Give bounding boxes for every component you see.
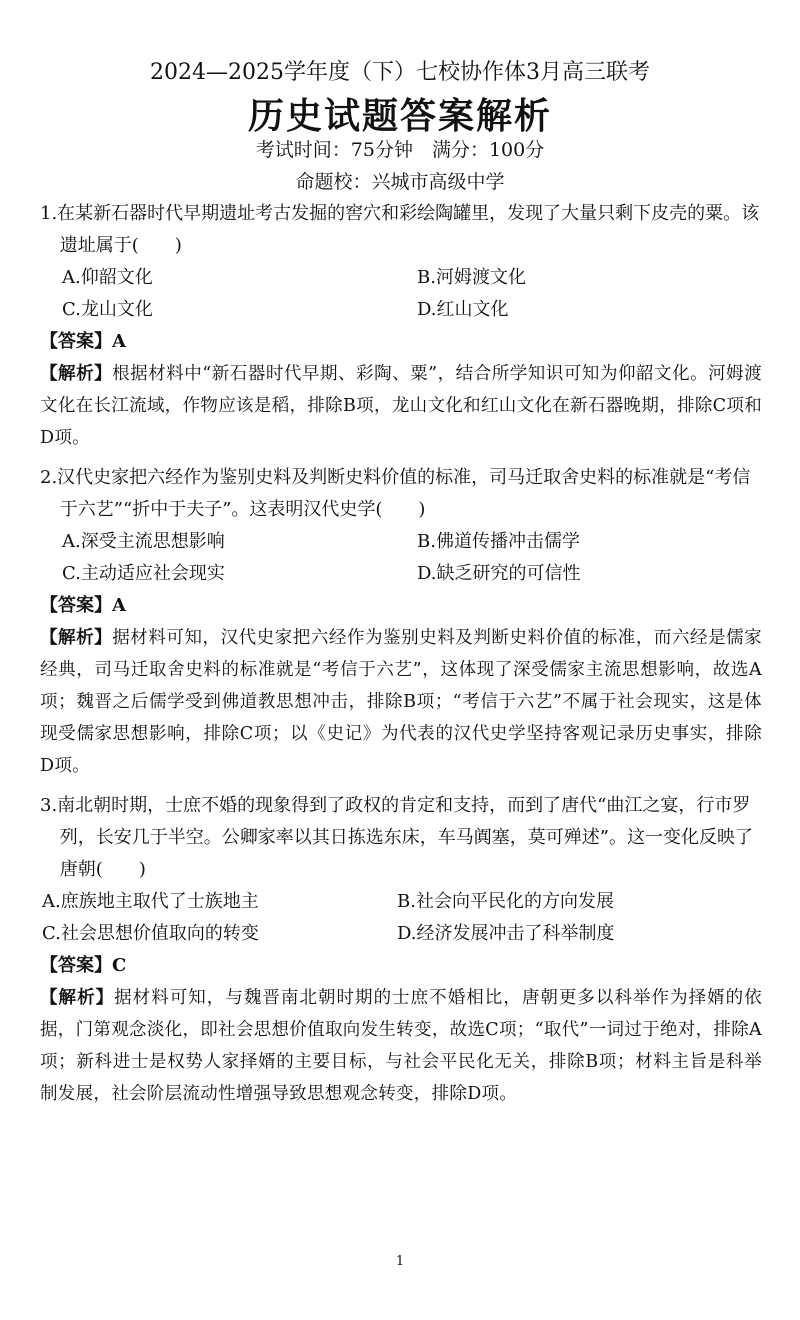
analysis xyxy=(40,358,762,454)
answer-label: 【答案】 xyxy=(40,595,112,616)
options xyxy=(42,886,762,950)
exam-info: 考试时间：75分钟 满分：100分 xyxy=(255,139,545,161)
answer-line xyxy=(40,590,762,622)
option-b: B.佛道传播冲击儒学 xyxy=(417,531,580,552)
question-stem: 3.南北朝时期，士庶不婚的现象得到了政权的肯定和支持，而到了唐代“曲江之宴，行市罗列，长安几于半空。公卿家率以其日拣选东床，车马阗塞，莫可殚述”。这一变化反映了唐朝( ) xyxy=(40,795,753,880)
answer-label: 【答案】 xyxy=(40,331,112,352)
option-d: D.缺乏研究的可信性 xyxy=(417,563,581,584)
analysis-label: 【解析】 xyxy=(40,364,113,384)
options xyxy=(62,262,762,326)
option-c: C.社会思想价值取向的转变 xyxy=(42,923,259,944)
question-stem: 2.汉代史家把六经作为鉴别史料及判断史料价值的标准，司马迁取舍史料的标准就是“考信于六艺”“折中于夫子”。这表明汉代史学( ) xyxy=(40,467,751,520)
answer-line xyxy=(40,326,762,358)
question-stem: 1.在某新石器时代早期遗址考古发掘的窖穴和彩绘陶罐里，发现了大量只剩下皮壳的粟。该遗址属于( ) xyxy=(40,203,760,256)
answer-line xyxy=(40,950,762,982)
school-info: 命题校：兴城市高级中学 xyxy=(295,171,505,193)
option-a: A.庶族地主取代了士族地主 xyxy=(42,891,259,912)
analysis-text: 据材料可知，与魏晋南北朝时期的士庶不婚相比，唐朝更多以科举作为择婿的依据，门第观念淡化，即社会思想价值取向发生转变，故选C项；“取代”一词过于绝对，排除A项；新科进士是权势人家择婿的主要目标，与社会平民化无关，排除B项；材料主旨是科举制发展，社会阶层流动性增强导致思想观念转变，排除D项。 xyxy=(40,988,763,1104)
option-b: B.社会向平民化的方向发展 xyxy=(397,891,614,912)
option-c: C.龙山文化 xyxy=(62,299,153,320)
answer-value: A xyxy=(112,331,126,352)
answer-value: A xyxy=(112,595,126,616)
answer-label: 【答案】 xyxy=(40,955,112,976)
options xyxy=(62,526,762,590)
option-a: A.深受主流思想影响 xyxy=(62,531,225,552)
exam-header: 2024—2025学年度（下）七校协作体3月高三联考 xyxy=(150,60,650,85)
option-d: D.经济发展冲击了科举制度 xyxy=(397,923,615,944)
option-c: C.主动适应社会现实 xyxy=(62,563,225,584)
question-2 xyxy=(40,462,762,782)
option-b: B.河姆渡文化 xyxy=(417,267,526,288)
option-a: A.仰韶文化 xyxy=(62,267,153,288)
page-number: 1 xyxy=(395,1254,405,1269)
analysis-text: 据材料可知，汉代史家把六经作为鉴别史料及判断史料价值的标准，而六经是儒家经典，司马迁取舍史料的标准就是“考信于六艺”，这体现了深受儒家主流思想影响，故选A项；魏晋之后儒学受到佛道教思想冲击，排除B项；“考信于六艺”不属于社会现实，这是体现受儒家思想影响，排除C项；以《史记》为代表的汉代史学坚持客观记录历史事实，排除D项。 xyxy=(40,628,763,776)
page-title: 历史试题答案解析 xyxy=(247,95,552,137)
question-1 xyxy=(40,198,762,454)
analysis-label: 【解析】 xyxy=(40,988,115,1008)
question-3 xyxy=(40,790,762,1110)
option-d: D.红山文化 xyxy=(417,299,509,320)
answer-value: C xyxy=(112,955,127,976)
analysis xyxy=(40,622,762,782)
analysis xyxy=(40,982,762,1110)
analysis-text: 根据材料中“新石器时代早期、彩陶、粟”，结合所学知识可知为仰韶文化。河姆渡文化在长江流域，作物应该是稻，排除B项，龙山文化和红山文化在新石器晚期，排除C项和D项。 xyxy=(40,364,762,448)
analysis-label: 【解析】 xyxy=(40,628,113,648)
